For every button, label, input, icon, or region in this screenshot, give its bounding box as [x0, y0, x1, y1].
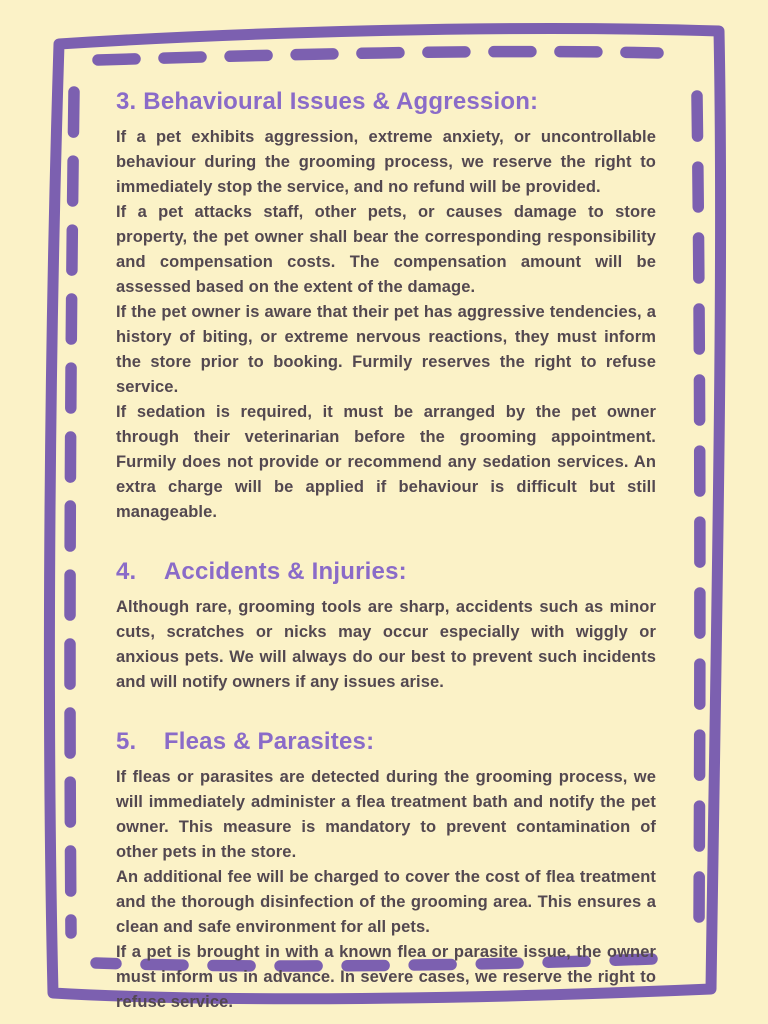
section-fleas-parasites	[116, 728, 656, 1015]
border-dash-top	[98, 52, 658, 60]
paragraph: Although rare, grooming tools are sharp, accidents such as minor cuts, scratches or nicks may occur especially with wiggly or anxious pets. We will always do our best to prevent such incidents and will notify owners if any issues arise.	[116, 598, 656, 691]
paragraph: If a pet is brought in with a known flea or parasite issue, the owner must inform us in advance. In severe cases, we reserve the right to refuse service.	[116, 943, 656, 1011]
section-heading-behavioural-issues: 3. Behavioural Issues & Aggression:	[116, 88, 539, 115]
section-heading-fleas-parasites: 5. Fleas & Parasites:	[116, 728, 375, 755]
paragraph: If the pet owner is aware that their pet has aggressive tendencies, a history of biting, or extreme nervous reactions, they must inform the store prior to booking. Furmily reserves the right to refuse service.	[116, 303, 656, 396]
paragraph: An additional fee will be charged to cover the cost of flea treatment and the thorough disinfection of the grooming area. This ensures a clean and safe environment for all pets.	[116, 868, 656, 936]
section-behavioural-issues	[116, 88, 656, 525]
paragraph: If a pet attacks staff, other pets, or causes damage to store property, the pet owner shall bear the corresponding responsibility and compensation costs. The compensation amount will be assessed based on the extent of the damage.	[116, 203, 656, 296]
paragraph: If fleas or parasites are detected during the grooming process, we will immediately administer a flea treatment bath and notify the pet owner. This measure is mandatory to prevent contamination of other pets in the store.	[116, 768, 656, 861]
paragraph: If sedation is required, it must be arranged by the pet owner through their veterinarian before the grooming appointment. Furmily does not provide or recommend any sedation services. An extra charge will be applied if behaviour is difficult but still manageable.	[116, 403, 656, 521]
border-dash-right	[697, 96, 700, 928]
border-dash-left	[70, 92, 74, 933]
section-accidents-injuries	[116, 558, 656, 695]
section-heading-accidents-injuries: 4. Accidents & Injuries:	[116, 558, 407, 585]
paragraph: If a pet exhibits aggression, extreme anxiety, or uncontrollable behaviour during the grooming process, we reserve the right to immediately stop the service, and no refund will be provided.	[116, 128, 656, 196]
terms-content	[116, 88, 656, 1015]
